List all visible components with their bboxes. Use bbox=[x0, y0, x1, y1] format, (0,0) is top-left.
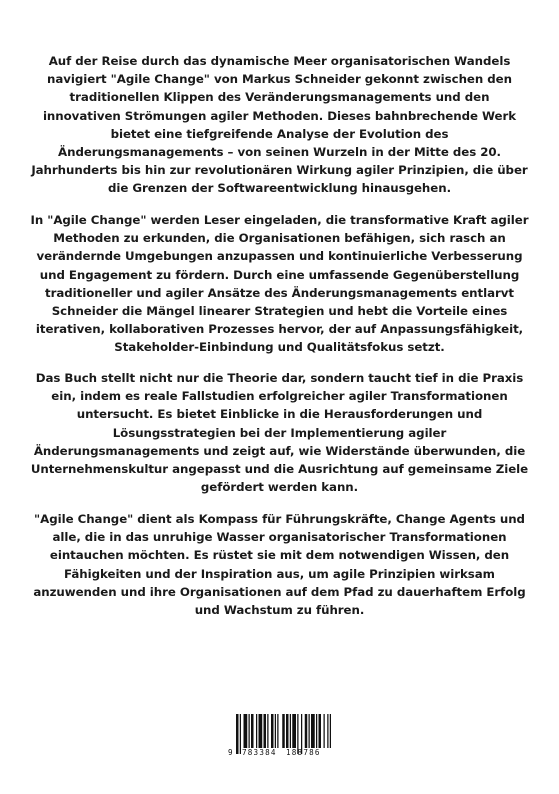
blurb-paragraph-4: "Agile Change" dient als Kompass für Führungskräfte, Change Agents und alle, die in das unruhige Wasser organisatorischer Transformationen eintauchen möchten. Es rüstet sie mit dem notwendigen Wissen, den Fähigkeiten und der Inspiration aus, um agile Prinzipien wirksam anzuwenden und ihre Organisationen auf dem Pfad zu dauerhaftem Erfolg und Wachstum zu führen. bbox=[33, 512, 526, 618]
blurb-paragraph-1: Auf der Reise durch das dynamische Meer organisatorischen Wandels navigiert "Agile Change" von Markus Schneider gekonnt zwischen den traditionellen Klippen des Veränderungsmanagements und den innovativen Strömungen agiler Methoden. Dieses bahnbrechende Werk bietet eine tiefgreifende Analyse der Evolution des Änderungsmanagements – von seinen Wurzeln in der Mitte des 20. Jahrhunderts bis hin zur revolutionären Wirkung agiler Prinzipien, die über die Grenzen der Softwareentwicklung hinausgehen. bbox=[31, 54, 528, 196]
blurb-paragraph-3: Das Buch stellt nicht nur die Theorie dar, sondern taucht tief in die Praxis ein, indem es reale Fallstudien erfolgreicher agiler Transformationen untersucht. Es bietet Einblicke in die Herausforderungen und Lösungsstrategien bei der Implementierung agiler Änderungsmanagements und zeigt auf, wie Widerstände überwunden, die Unternehmenskultur angepasst und die Ausrichtung auf gemeinsame Ziele gefördert werden kann. bbox=[30, 371, 529, 495]
barcode-bar bbox=[244, 714, 248, 748]
barcode-bar bbox=[324, 714, 325, 748]
barcode-bar bbox=[316, 714, 317, 748]
barcode-bar bbox=[264, 714, 267, 748]
barcode-lead-digit: 9 bbox=[228, 748, 233, 757]
barcode-bar bbox=[327, 714, 328, 748]
barcode-bar bbox=[277, 714, 278, 748]
barcode-bar bbox=[271, 714, 274, 748]
barcode-bar bbox=[251, 714, 254, 748]
barcode-bar bbox=[286, 714, 289, 748]
barcode-bar bbox=[330, 714, 331, 748]
isbn-barcode bbox=[226, 712, 332, 764]
barcode-bar bbox=[311, 714, 315, 748]
barcode-bar bbox=[249, 714, 250, 748]
barcode-bar bbox=[292, 714, 296, 748]
barcode-digits bbox=[226, 748, 332, 760]
barcode-bar bbox=[319, 714, 322, 748]
barcode-group-1: 783384 bbox=[242, 748, 277, 757]
barcode-bar bbox=[290, 714, 291, 748]
barcode-bar bbox=[305, 714, 308, 748]
barcode-bar bbox=[256, 714, 257, 748]
barcode-bar bbox=[275, 714, 276, 748]
barcode-bar bbox=[267, 714, 268, 748]
barcode-group-2: 188786 bbox=[286, 748, 321, 757]
barcode-bar bbox=[259, 714, 263, 748]
barcode-bar bbox=[282, 714, 285, 748]
barcode-bar bbox=[309, 714, 310, 748]
blurb-paragraph-2: In "Agile Change" werden Leser eingeladen, die transformative Kraft agiler Methoden zu erkunden, die Organisationen befähigen, sich rasch an verändernde Umgebungen anzupassen und kontinuierliche Verbesserung und Engagement zu fördern. Durch eine umfassende Gegenüberstellung traditioneller und agiler Ansätze des Änderungsmanagements entlarvt Schneider die Mängel linearer Strategien und hebt die Vorteile eines iterativen, kollaborativen Prozesses hervor, der auf Anpassungsfähigkeit, Stakeholder-Einbindung und Qualitätsfokus setzt. bbox=[30, 213, 529, 355]
